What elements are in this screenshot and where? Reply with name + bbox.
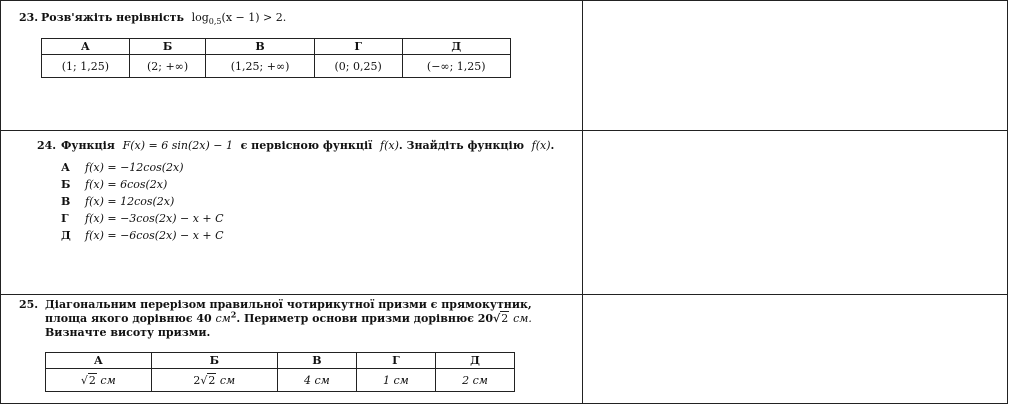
answer-header: Д <box>435 353 514 369</box>
option-b <box>61 176 224 193</box>
exponent: 2 <box>230 309 237 320</box>
question-line <box>45 309 532 326</box>
question-25 <box>1 294 1008 404</box>
answer-table <box>45 352 515 392</box>
log-symbol: log <box>191 11 209 24</box>
answer-space <box>583 295 1008 404</box>
option-formula: f(x) = −3cos(2x) − x + C <box>85 212 224 225</box>
options-list <box>61 159 224 244</box>
question-text <box>41 11 286 25</box>
prompt-text: . Периметр основи призми дорівнює 20 <box>236 312 494 325</box>
answer-header: А <box>46 353 152 369</box>
answer-header: Г <box>356 353 435 369</box>
question-text <box>61 139 554 153</box>
log-base: 0,5 <box>208 17 222 27</box>
answer-header: Б <box>129 39 206 55</box>
function-symbol: f(x) <box>380 139 399 152</box>
answer-cell: (2; +∞) <box>129 55 206 78</box>
option-d <box>61 210 224 227</box>
answer-space <box>583 131 1008 295</box>
answer-cell: (1,25; +∞) <box>206 55 314 78</box>
option-letter: Б <box>61 178 71 191</box>
option-e <box>61 227 224 244</box>
log-argument: (x − 1) > 2. <box>221 11 287 24</box>
option-letter: А <box>61 161 70 174</box>
answer-cell: 4 см <box>277 369 356 392</box>
option-a <box>61 159 224 176</box>
prompt-text: . Знайдіть функцію <box>398 139 524 152</box>
answer-cell: (1; 1,25) <box>42 55 130 78</box>
antiderivative-formula: F(x) = 6 sin(2x) − 1 <box>122 139 233 152</box>
question-text <box>45 298 532 340</box>
coefficient: 2 <box>193 373 201 387</box>
prompt-text: Розв'яжіть нерівність <box>41 11 184 24</box>
answer-header: Д <box>402 39 510 55</box>
question-line: Діагональним перерізом правильної чотирикутної призми є прямокутник, <box>45 298 532 311</box>
answer-header: А <box>42 39 130 55</box>
answer-cell <box>151 369 277 392</box>
answer-table <box>41 38 511 78</box>
question-23 <box>1 0 1008 131</box>
answer-cell: (−∞; 1,25) <box>402 55 510 78</box>
question-number: 25. <box>19 298 39 311</box>
answer-space <box>583 1 1008 131</box>
radicand: 2 <box>208 373 216 387</box>
option-formula: f(x) = 6cos(2x) <box>85 178 168 191</box>
answer-header: Г <box>314 39 402 55</box>
question-number: 23. <box>19 11 39 24</box>
answer-cell: 1 см <box>356 369 435 392</box>
prompt-text: площа якого дорівнює 40 <box>45 312 212 325</box>
option-letter: Г <box>61 212 69 225</box>
option-formula: f(x) = −6cos(2x) − x + C <box>85 229 224 242</box>
answer-header: В <box>206 39 314 55</box>
option-letter: В <box>61 195 71 208</box>
option-formula: f(x) = −12cos(2x) <box>85 161 184 174</box>
sqrt-expression: √2 <box>493 312 509 325</box>
prompt-text: . <box>550 139 555 152</box>
option-formula: f(x) = 12cos(2x) <box>85 195 175 208</box>
unit-text: см. <box>513 312 532 325</box>
answer-cell: 2 см <box>435 369 514 392</box>
unit-text: см <box>215 312 231 325</box>
log-expression <box>191 11 287 27</box>
radicand: 2 <box>88 373 96 387</box>
answer-header: Б <box>151 353 277 369</box>
sqrt-expression: √2 <box>200 373 216 387</box>
prompt-text: Функція <box>61 139 115 152</box>
option-c <box>61 193 224 210</box>
answer-header: В <box>277 353 356 369</box>
function-symbol: f(x) <box>531 139 551 152</box>
prompt-text: є первісною функції <box>240 139 373 152</box>
unit-text: см <box>219 373 236 387</box>
question-line: Визначте висоту призми. <box>45 326 211 339</box>
question-24 <box>1 130 1008 295</box>
question-number: 24. <box>37 139 57 152</box>
sqrt-expression: √2 <box>80 373 96 387</box>
unit-text: см <box>100 373 116 387</box>
answer-cell: (0; 0,25) <box>314 55 402 78</box>
radicand: 2 <box>501 312 509 325</box>
answer-cell <box>46 369 152 392</box>
option-letter: Д <box>61 229 71 242</box>
